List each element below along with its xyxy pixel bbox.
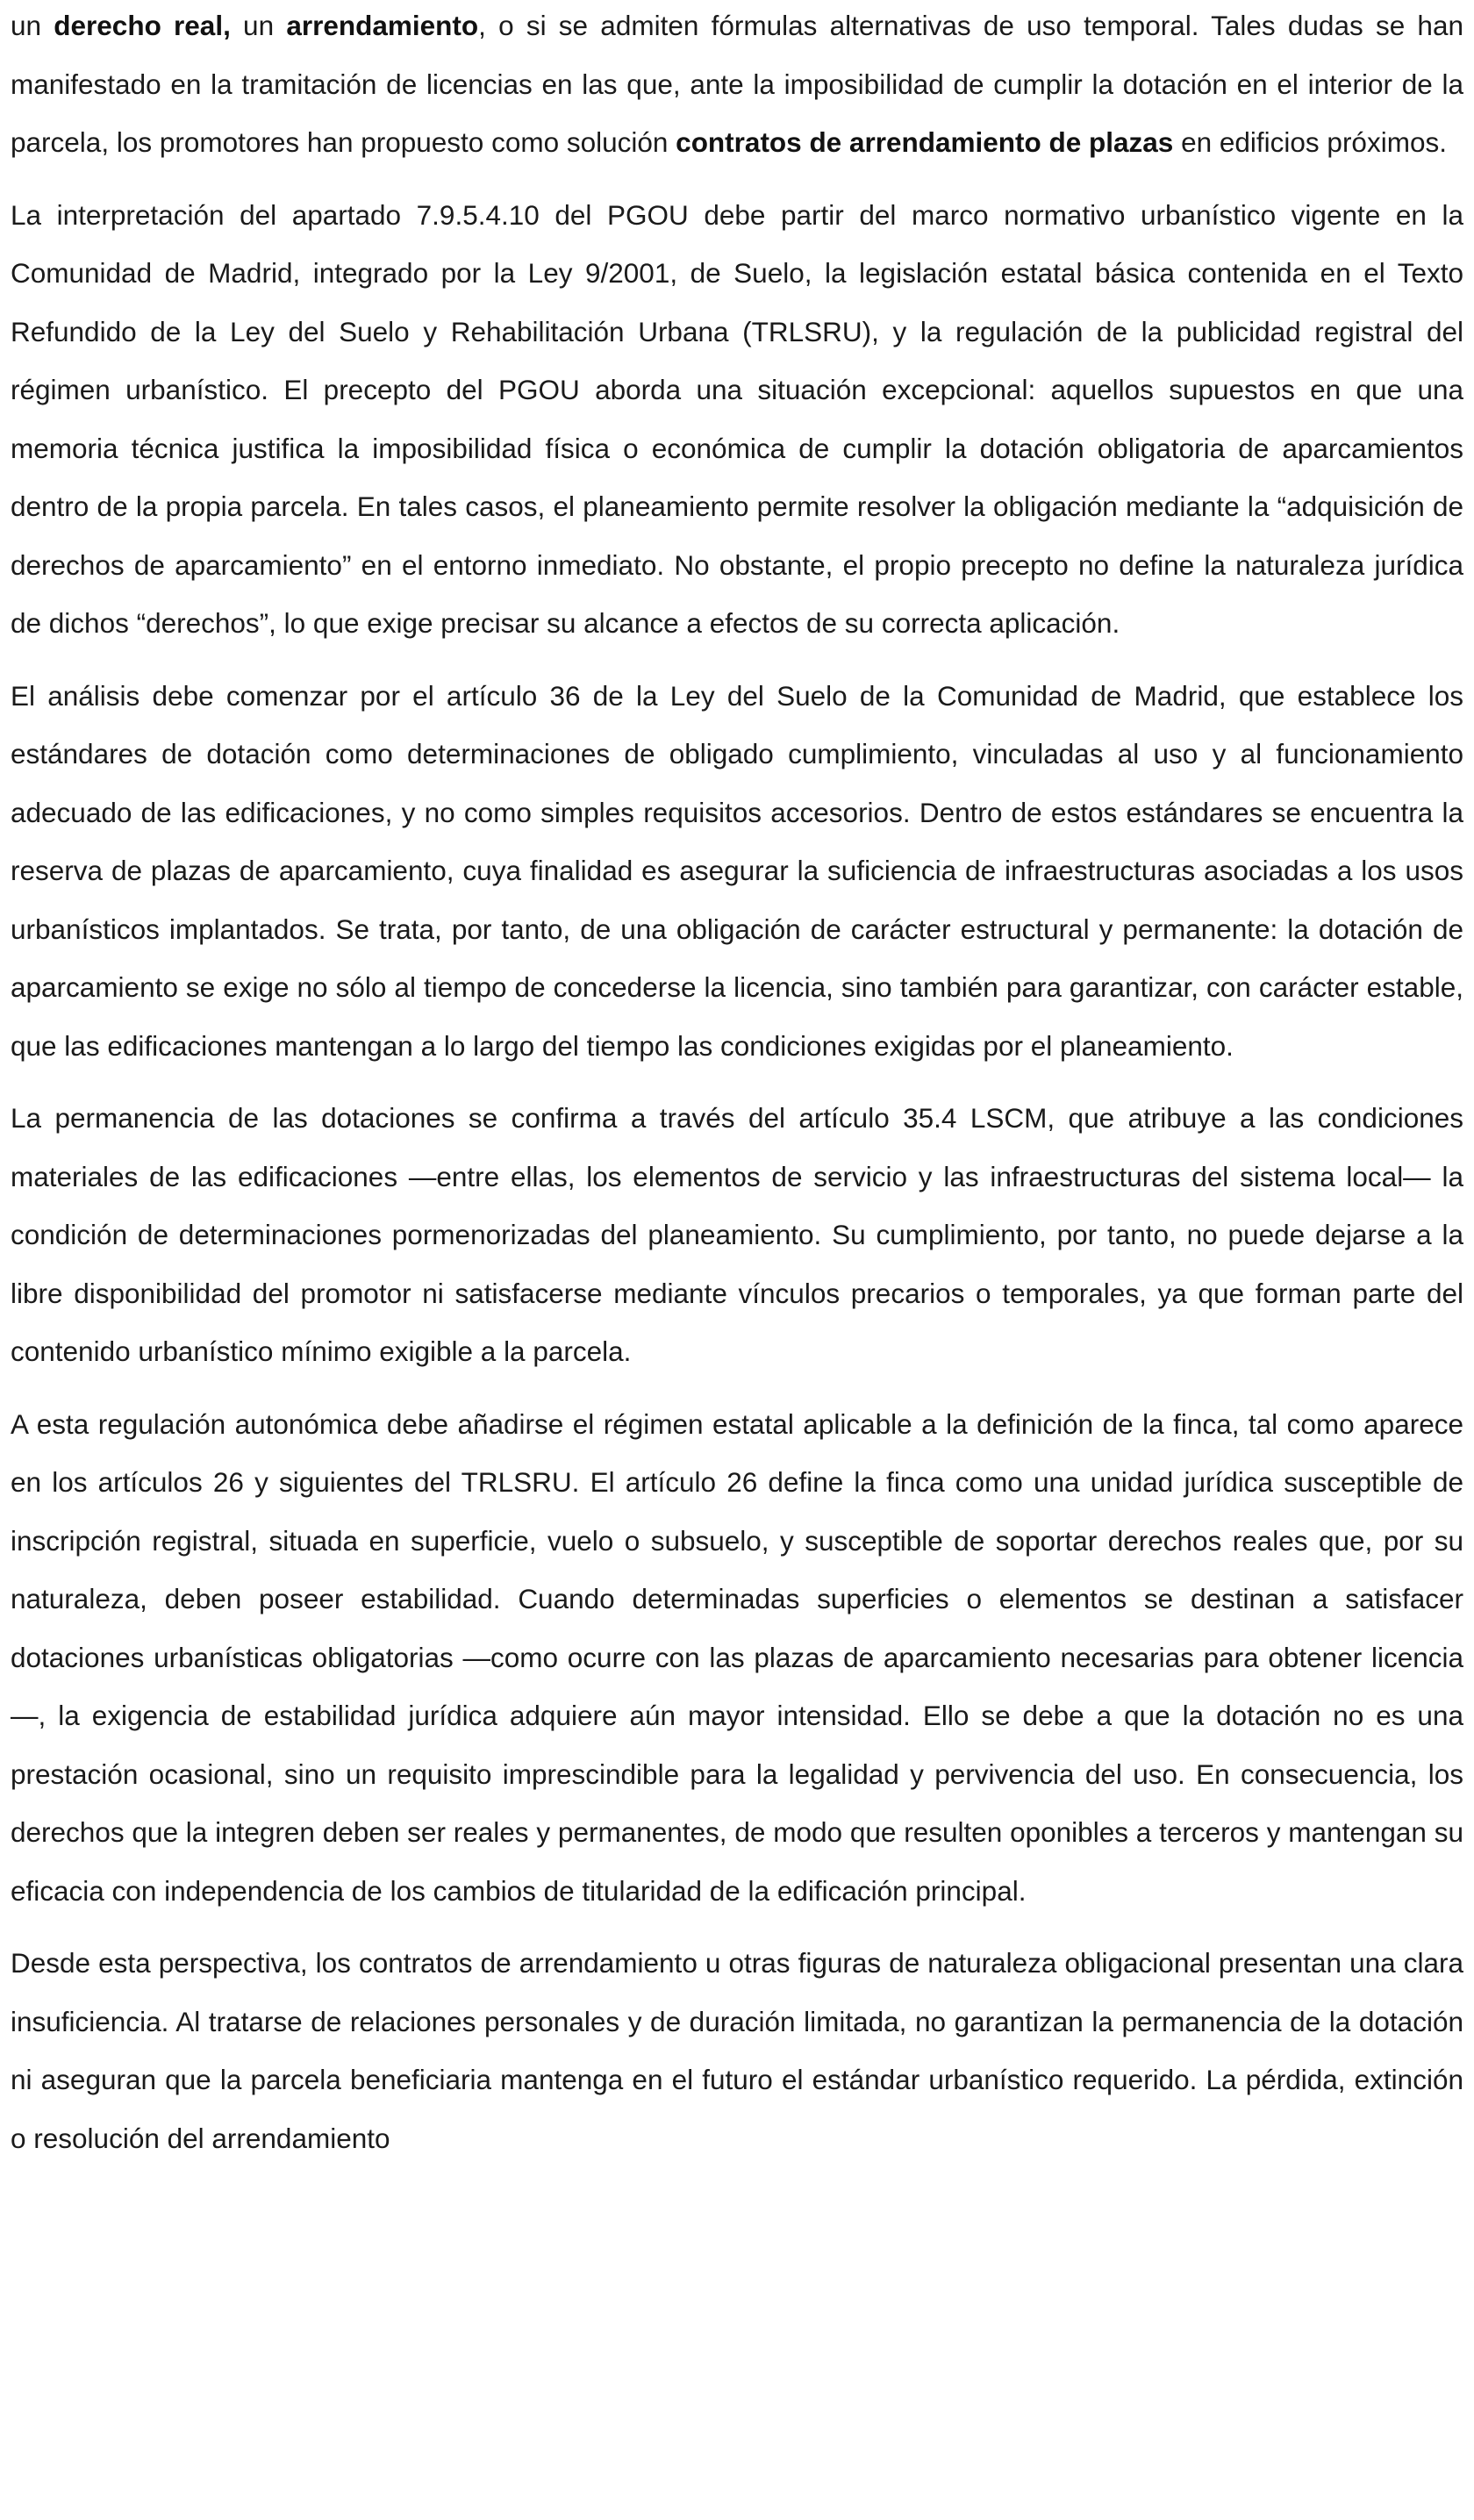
paragraph-text: La interpretación del apartado 7.9.5.4.10 del PGOU debe partir del marco normativo urbanístico vigente en la Comunidad de Madrid, integrado por la Ley 9/2001, de Suelo, la legislación estatal básica contenida en el Texto Refundido de la Ley del Suelo y Rehabilitación Urbana (TRLSRU), y la regulación de la publicidad registral del régimen urbanístico. El precepto del PGOU aborda una situación excepcional: aquellos supuestos en que una memoria técnica justifica la imposibilidad física o económica de cumplir la dotación obligatoria de aparcamientos dentro de la propia parcela. En tales casos, el planeamiento permite resolver la obligación mediante la “adquisición de derechos de aparcamiento” en el entorno inmediato. No obstante, el propio precepto no define la naturaleza jurídica de dichos “derechos”, lo que exige precisar su alcance a efectos de su correcta aplicación. xyxy=(11,198,1463,639)
paragraph-3 xyxy=(11,667,1463,1076)
bold-term-derecho-real: derecho real, xyxy=(54,10,231,41)
document-page xyxy=(11,0,1463,2181)
paragraph-text: un xyxy=(11,10,54,41)
paragraph-4 xyxy=(11,1089,1463,1381)
bold-term-contratos-arrendamiento: contratos de arrendamiento de plazas xyxy=(676,126,1174,158)
paragraph-2 xyxy=(11,186,1463,653)
paragraph-6 xyxy=(11,1934,1463,2167)
paragraph-text: La permanencia de las dotaciones se confirma a través del artículo 35.4 LSCM, que atribuye a las condiciones materiales de las edificaciones —entre ellas, los elementos de servicio y las infraestructuras del sistema local— la condición de determinaciones pormenorizadas del planeamiento. Su cumplimiento, por tanto, no puede dejarse a la libre disponibilidad del promotor ni satisfacerse mediante vínculos precarios o temporales, ya que forman parte del contenido urbanístico mínimo exigible a la parcela. xyxy=(11,1102,1463,1367)
paragraph-text: , o si se admiten fórmulas alternativas de uso temporal. Tales dudas se han manifestado en la tramitación de licencias en las que, ante la imposibilidad de cumplir la dotación en el interior de la parcela, los promotores han propuesto como solución xyxy=(11,10,1463,158)
paragraph-text: El análisis debe comenzar por el artículo 36 de la Ley del Suelo de la Comunidad de Madrid, que establece los estándares de dotación como determinaciones de obligado cumplimiento, vinculadas al uso y al funcionamiento adecuado de las edificaciones, y no como simples requisitos accesorios. Dentro de estos estándares se encuentra la reserva de plazas de aparcamiento, cuya finalidad es asegurar la suficiencia de infraestructuras asociadas a los usos urbanísticos implantados. Se trata, por tanto, de una obligación de carácter estructural y permanente: la dotación de aparcamiento se exige no sólo al tiempo de concederse la licencia, sino también para garantizar, con carácter estable, que las edificaciones mantengan a lo largo del tiempo las condiciones exigidas por el planeamiento. xyxy=(11,679,1463,1062)
paragraph-1 xyxy=(11,0,1463,172)
paragraph-5 xyxy=(11,1395,1463,1921)
paragraph-text: Desde esta perspectiva, los contratos de arrendamiento u otras figuras de naturaleza obligacional presentan una clara insuficiencia. Al tratarse de relaciones personales y de duración limitada, no garantizan la permanencia de la dotación ni aseguran que la parcela beneficiaria mantenga en el futuro el estándar urbanístico requerido. La pérdida, extinción o resolución del arrendamiento xyxy=(11,1947,1463,2154)
paragraph-text: en edificios próximos. xyxy=(1173,126,1447,158)
paragraph-text: un xyxy=(230,10,287,41)
bold-term-arrendamiento: arrendamiento xyxy=(286,10,479,41)
paragraph-text: A esta regulación autonómica debe añadirse el régimen estatal aplicable a la definición de la finca, tal como aparece en los artículos 26 y siguientes del TRLSRU. El artículo 26 define la finca como una unidad jurídica susceptible de inscripción registral, situada en superficie, vuelo o subsuelo, y susceptible de soportar derechos reales que, por su naturaleza, deben poseer estabilidad. Cuando determinadas superficies o elementos se destinan a satisfacer dotaciones urbanísticas obligatorias —como ocurre con las plazas de aparcamiento necesarias para obtener licencia—, la exigencia de estabilidad jurídica adquiere aún mayor intensidad. Ello se debe a que la dotación no es una prestación ocasional, sino un requisito imprescindible para la legalidad y pervivencia del uso. En consecuencia, los derechos que la integren deben ser reales y permanentes, de modo que resulten oponibles a terceros y mantengan su eficacia con independencia de los cambios de titularidad de la edificación principal. xyxy=(11,1407,1463,1907)
